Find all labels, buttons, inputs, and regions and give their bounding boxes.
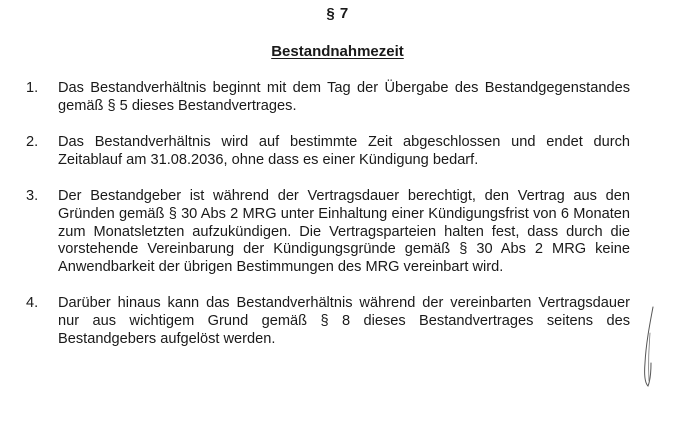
clause-item: [24, 134, 630, 169]
clause-item: [24, 188, 630, 276]
handwritten-signature: [636, 303, 666, 389]
clause-list: [24, 80, 630, 367]
section-number: § 7: [326, 5, 349, 22]
clause-text: Das Bestandverhältnis beginnt mit dem Tag der Übergabe des Bestandgegenstandes gemäß § 5 dieses Bestandvertrages.: [58, 80, 630, 114]
clause-text: Das Bestandverhältnis wird auf bestimmte Zeit abgeschlossen und endet durch Zeitablauf am 31.08.2036, ohne dass es einer Kündigung bedarf.: [58, 134, 630, 168]
section-title: Bestandnahmezeit: [271, 43, 404, 60]
clause-number: 3.: [26, 188, 39, 205]
clause-item: [24, 295, 630, 348]
clause-number: 4.: [26, 295, 39, 312]
clause-text: Darüber hinaus kann das Bestandverhältnis während der vereinbarten Vertragsdauer nur aus wichtigem Grund gemäß § 8 dieses Bestandvertrages seitens des Bestandgebers aufgelöst werden.: [58, 295, 630, 347]
clause-text: Der Bestandgeber ist während der Vertragsdauer berechtigt, den Vertrag aus den Gründen gemäß § 30 Abs 2 MRG unter Einhaltung einer Kündigungsfrist von 6 Monaten zum Monatsletzten aufzukündigen. Die Vertragsparteien halten fest, dass durch die vorstehende Vereinbarung der Kündigungsgründe gemäß § 30 Abs 2 MRG keine Anwendbarkeit der übrigen Bestimmungen des MRG vereinbart wird.: [58, 188, 630, 275]
clause-item: [24, 80, 630, 115]
clause-number: 1.: [26, 80, 39, 96]
clause-number: 2.: [26, 134, 39, 151]
